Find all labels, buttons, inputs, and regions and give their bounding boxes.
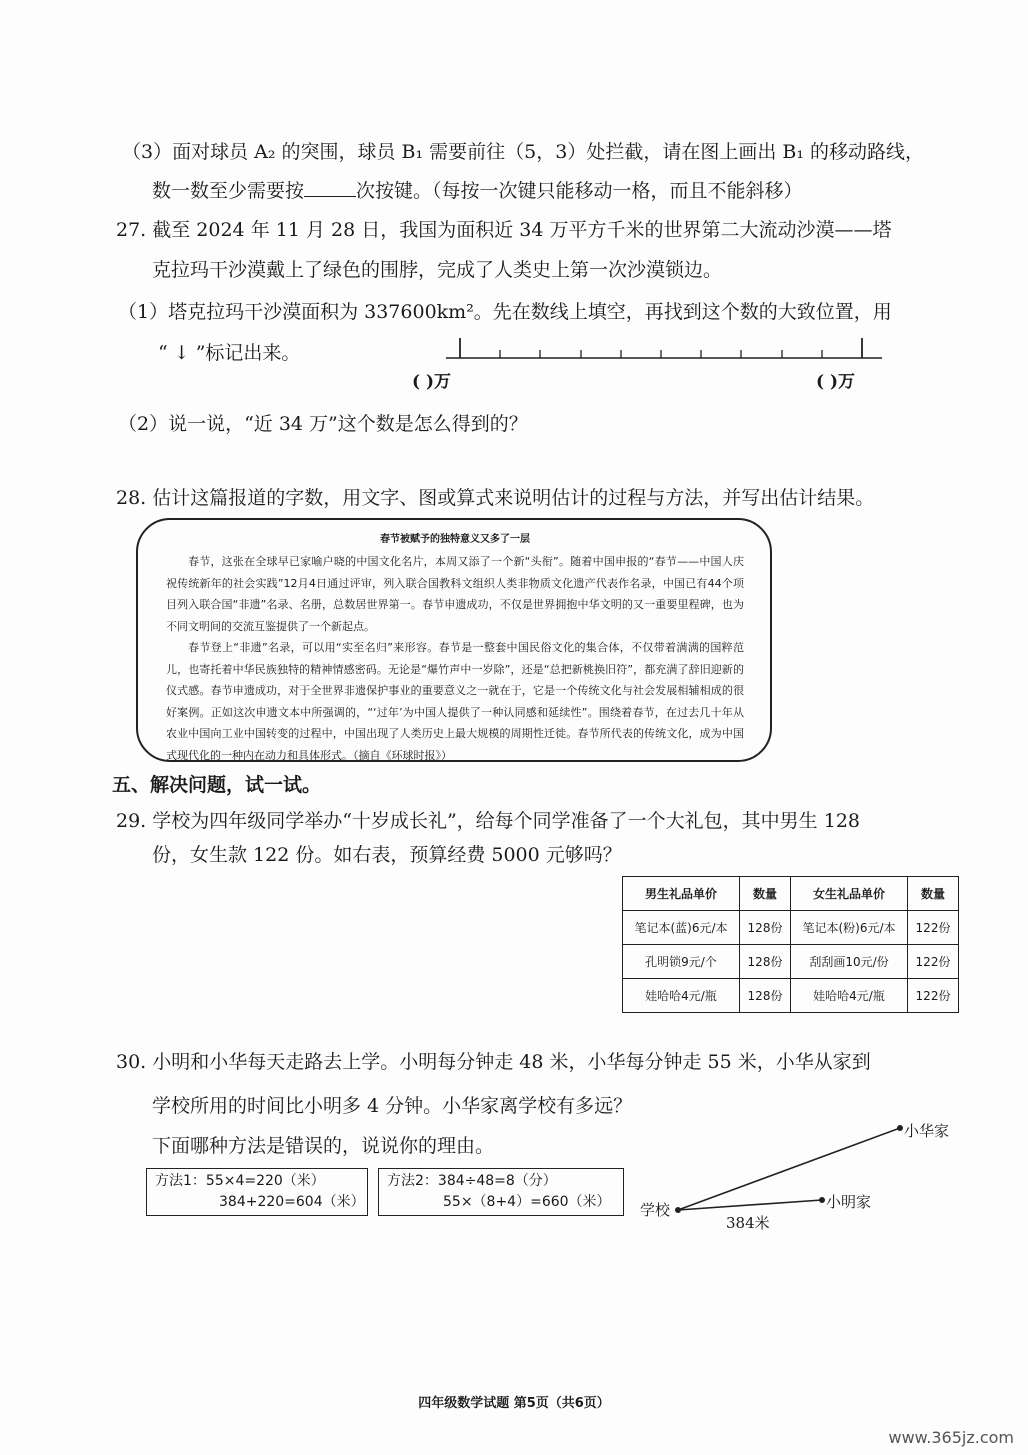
table-cell: 娃哈哈4元/瓶 (623, 979, 740, 1013)
method-1-line2: 384+220=604（米） (219, 1194, 365, 1210)
label-distance-384m: 384米 (726, 1214, 770, 1232)
route-diagram (670, 1120, 910, 1220)
table-cell: 128份 (740, 911, 791, 945)
method-2-box (378, 1168, 624, 1216)
label-xiaoming-home: 小明家 (826, 1193, 872, 1211)
q26-3-line2 (152, 176, 803, 203)
table-header-row (623, 877, 959, 911)
table-cell: 孔明锁9元/个 (623, 945, 740, 979)
article-paragraph-2: 春节登上“非遗”名录，可以用“实至名归”来形容。春节是一整套中国民俗文化的集合体，不仅带着满满的国粹范儿，也寄托着中华民族独特的精神情感密码。无论是“爆竹声中一岁除”，还是“总把新桃换旧符”，都充满了辞旧迎新的仪式感。春节申遗成功，对于全世界非遗保护事业的重要意义之一就在于，它是一个传统文化与社会发展相辅相成的很好案例。正如这次申遗文本中所强调的，“‘过年’为中国人提供了一种认同感和延续性”。围绕着春节，在过去几十年从农业中国向工业中国转变的过程中，中国出现了人类历史上最大规模的周期性迁徙。春节所代表的传统文化，成为中国式现代化的一种内在动力和具体形式。（摘自《环球时报》） (166, 641, 744, 762)
answer-blank[interactable] (304, 196, 356, 197)
table-cell: 122份 (908, 911, 959, 945)
table-cell: 笔记本(蓝)6元/本 (623, 911, 740, 945)
q30-line1: 30. 小明和小华每天走路去上学。小明每分钟走 48 米，小华每分钟走 55 米，小华从家到 (116, 1051, 871, 1073)
method-1-line1: 方法1：55×4=220（米） (155, 1173, 325, 1189)
method-1-box (146, 1168, 368, 1216)
news-article-box (136, 518, 772, 762)
q27-line2: 克拉玛干沙漠戴上了绿色的围脖，完成了人类史上第一次沙漠锁边。 (152, 259, 723, 281)
numline-left-label[interactable]: ( )万 (412, 372, 452, 392)
table-cell: 122份 (908, 979, 959, 1013)
table-cell: 128份 (740, 945, 791, 979)
table-cell: 笔记本(粉)6元/本 (791, 911, 908, 945)
numline-right-label[interactable]: ( )万 (816, 372, 856, 392)
q26-3-line2-b: 次按键。（每按一次键只能移动一格，而且不能斜移） (356, 180, 803, 202)
q27-sub2: （2）说一说，“近 34 万”这个数是怎么得到的？ (118, 413, 528, 435)
q28-stem: 28. 估计这篇报道的字数，用文字、图或算式来说明估计的过程与方法，并写出估计结果。 (116, 487, 875, 509)
table-header: 男生礼品单价 (623, 877, 740, 911)
watermark: www.365jz.com (888, 1428, 1014, 1447)
method-2-line2: 55×（8+4）=660（米） (443, 1194, 611, 1210)
label-school: 学校 (640, 1201, 671, 1219)
gift-price-table (622, 876, 959, 1013)
label-xiaohua-home: 小华家 (904, 1122, 950, 1140)
article-paragraph-1: 春节，这张在全球早已家喻户晓的中国文化名片，本周又添了一个新“头衔”。随着中国申报的“春节——中国人庆祝传统新年的社会实践”12月4日通过评审，列入联合国教科文组织人类非物质文化遗产代表作名录，中国已有44个项目列入联合国“非遗”名录、名册，总数居世界第一。春节申遗成功，不仅是世界拥抱中华文明的又一重要里程碑，也为不同文明间的交流互鉴提供了一个新起点。 (166, 555, 744, 633)
table-cell: 128份 (740, 979, 791, 1013)
section-five-title: 五、解决问题，试一试。 (112, 774, 322, 796)
q29-line2: 份，女生款 122 份。如右表，预算经费 5000 元够吗？ (152, 844, 622, 866)
table-cell: 娃哈哈4元/瓶 (791, 979, 908, 1013)
table-row (623, 911, 959, 945)
q27-sub1-line1: （1）塔克拉玛干沙漠面积为 337600km²。先在数线上填空，再找到这个数的大致位置，用 (118, 301, 892, 323)
table-header: 女生礼品单价 (791, 877, 908, 911)
table-header: 数量 (908, 877, 959, 911)
q26-3-line2-a: 数一数至少需要按 (152, 180, 305, 202)
table-cell: 刮刮画10元/份 (791, 945, 908, 979)
table-row (623, 945, 959, 979)
q27-sub1-line2: “ ↓ ”标记出来。 (158, 342, 301, 364)
number-line[interactable] (440, 332, 890, 368)
page-footer: 四年级数学试题 第5页（共6页） (418, 1396, 610, 1411)
q26-3-line1: （3）面对球员 A₂ 的突围，球员 B₁ 需要前往（5，3）处拦截，请在图上画出 B₁ 的移动路线， (122, 141, 925, 163)
table-cell: 122份 (908, 945, 959, 979)
q27-line1: 27. 截至 2024 年 11 月 28 日，我国为面积近 34 万平方千米的世界第二大流动沙漠——塔 (116, 219, 892, 241)
table-header: 数量 (740, 877, 791, 911)
article-title: 春节被赋予的独特意义又多了一层 (380, 534, 530, 545)
table-row (623, 979, 959, 1013)
q30-line2: 学校所用的时间比小明多 4 分钟。小华家离学校有多远？ (152, 1095, 633, 1117)
q29-line1: 29. 学校为四年级同学举办“十岁成长礼”，给每个同学准备了一个大礼包，其中男生 128 (116, 810, 860, 832)
q30-line3: 下面哪种方法是错误的，说说你的理由。 (152, 1135, 495, 1157)
method-2-line1: 方法2：384÷48=8（分） (387, 1173, 557, 1189)
